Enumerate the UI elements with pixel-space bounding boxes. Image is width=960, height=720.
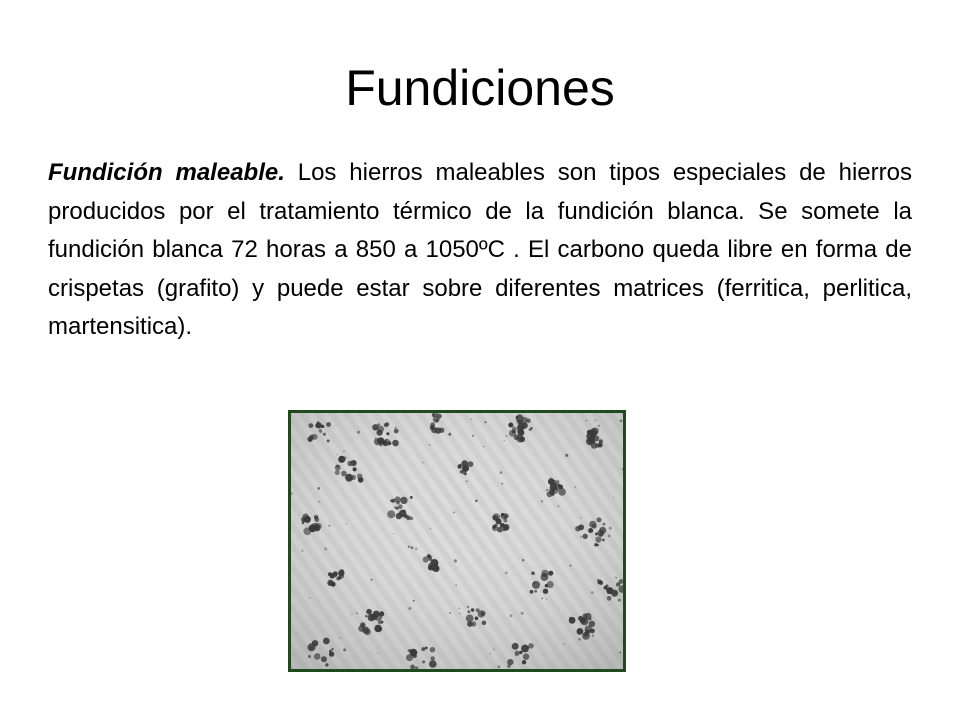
graphite-speck bbox=[338, 466, 340, 468]
graphite-speck bbox=[615, 577, 617, 579]
micrograph-image bbox=[288, 410, 626, 672]
graphite-speck bbox=[483, 446, 485, 448]
graphite-speck bbox=[569, 565, 571, 567]
graphite-speck bbox=[608, 535, 611, 538]
graphite-speck bbox=[458, 608, 460, 610]
graphite-speck bbox=[453, 512, 455, 514]
graphite-speck bbox=[301, 550, 303, 552]
graphite-speck bbox=[620, 419, 623, 422]
graphite-speck bbox=[356, 612, 358, 614]
graphite-speck bbox=[575, 487, 576, 488]
graphite-speck bbox=[490, 653, 491, 654]
graphite-speck bbox=[371, 579, 373, 581]
graphite-speck bbox=[609, 527, 612, 530]
graphite-speck bbox=[331, 648, 334, 651]
graphite-speck bbox=[541, 598, 543, 600]
slide-body-text bbox=[48, 154, 912, 347]
graphite-speck bbox=[415, 548, 417, 550]
graphite-speck bbox=[546, 489, 548, 491]
graphite-speck bbox=[580, 536, 582, 538]
graphite-speck bbox=[472, 435, 474, 437]
graphite-speck bbox=[324, 547, 327, 550]
graphite-speck bbox=[481, 558, 482, 559]
graphite-speck bbox=[515, 655, 517, 657]
graphite-speck bbox=[550, 477, 551, 478]
graphite-speck bbox=[598, 429, 599, 430]
graphite-speck bbox=[408, 546, 410, 548]
graphite-speck bbox=[470, 419, 471, 420]
graphite-speck bbox=[467, 606, 469, 608]
graphite-speck bbox=[448, 433, 451, 436]
micrograph-graphic bbox=[291, 413, 623, 669]
graphite-speck bbox=[343, 450, 345, 452]
graphite-speck bbox=[598, 425, 600, 427]
graphite-speck bbox=[422, 462, 424, 464]
graphite-speck bbox=[504, 440, 505, 441]
graphite-speck bbox=[522, 559, 524, 561]
graphite-speck bbox=[346, 523, 347, 524]
graphite-speck bbox=[319, 501, 320, 502]
slide-title: Fundiciones bbox=[345, 60, 615, 116]
graphite-speck bbox=[377, 653, 378, 654]
graphite-speck bbox=[404, 513, 406, 515]
graphite-speck bbox=[510, 614, 513, 617]
body-lead: Fundición maleable. bbox=[48, 159, 285, 186]
graphite-speck bbox=[340, 637, 341, 638]
graphite-speck bbox=[501, 483, 503, 485]
graphite-speck bbox=[455, 584, 457, 586]
graphite-speck bbox=[408, 607, 411, 610]
graphite-speck bbox=[619, 651, 621, 653]
graphite-speck bbox=[564, 612, 565, 613]
graphite-speck bbox=[320, 431, 323, 434]
graphite-speck bbox=[328, 525, 330, 527]
graphite-speck bbox=[546, 599, 548, 601]
graphite-speck bbox=[595, 420, 597, 422]
graphite-speck bbox=[393, 533, 395, 535]
graphite-speck bbox=[466, 480, 468, 482]
graphite-speck bbox=[563, 643, 564, 644]
graphite-speck bbox=[475, 500, 478, 503]
graphite-speck bbox=[592, 635, 594, 637]
graphite-speck bbox=[565, 454, 568, 457]
graphite-speck bbox=[548, 480, 549, 481]
graphite-speck bbox=[558, 506, 559, 507]
graphite-speck bbox=[337, 454, 338, 455]
graphite-speck bbox=[368, 616, 369, 617]
graphite-speck bbox=[394, 427, 397, 430]
graphite-speck bbox=[344, 456, 347, 459]
graphite-speck bbox=[309, 597, 310, 598]
graphite-speck bbox=[375, 438, 376, 439]
graphite-speck bbox=[581, 517, 582, 518]
graphite-speck bbox=[454, 559, 457, 562]
graphite-speck bbox=[521, 612, 524, 615]
graphite-speck bbox=[411, 546, 414, 549]
graphite-speck bbox=[430, 528, 432, 530]
graphite-speck bbox=[591, 591, 594, 594]
graphite-speck bbox=[613, 497, 614, 498]
graphite-speck bbox=[429, 444, 431, 446]
graphite-speck bbox=[497, 665, 500, 668]
graphite-speck bbox=[459, 613, 460, 614]
body-text: Los hierros maleables son tipos especiales de hierros producidos por el tratamiento térmico de la fundición blanca. Se somete la fundición blanca 72 horas a 850 a 1050ºC . El carbono queda libre en forma de crispetas (grafito) y puede estar sobre diferentes matrices (ferritica, perlitica, martensitica). bbox=[48, 159, 912, 340]
graphite-speck bbox=[597, 579, 600, 582]
graphite-speck bbox=[586, 420, 588, 422]
graphite-speck bbox=[541, 500, 543, 502]
graphite-speck bbox=[506, 435, 508, 437]
graphite-speck bbox=[357, 431, 360, 434]
graphite-speck bbox=[413, 600, 415, 602]
graphite-speck bbox=[351, 614, 352, 615]
graphite-speck bbox=[493, 649, 494, 650]
graphite-speck bbox=[317, 487, 320, 490]
graphite-speck bbox=[343, 648, 346, 651]
graphite-speck bbox=[449, 612, 451, 614]
graphite-speck bbox=[484, 421, 486, 423]
graphite-speck bbox=[500, 471, 503, 474]
graphite-speck bbox=[505, 571, 508, 574]
graphite-speck bbox=[578, 638, 581, 641]
